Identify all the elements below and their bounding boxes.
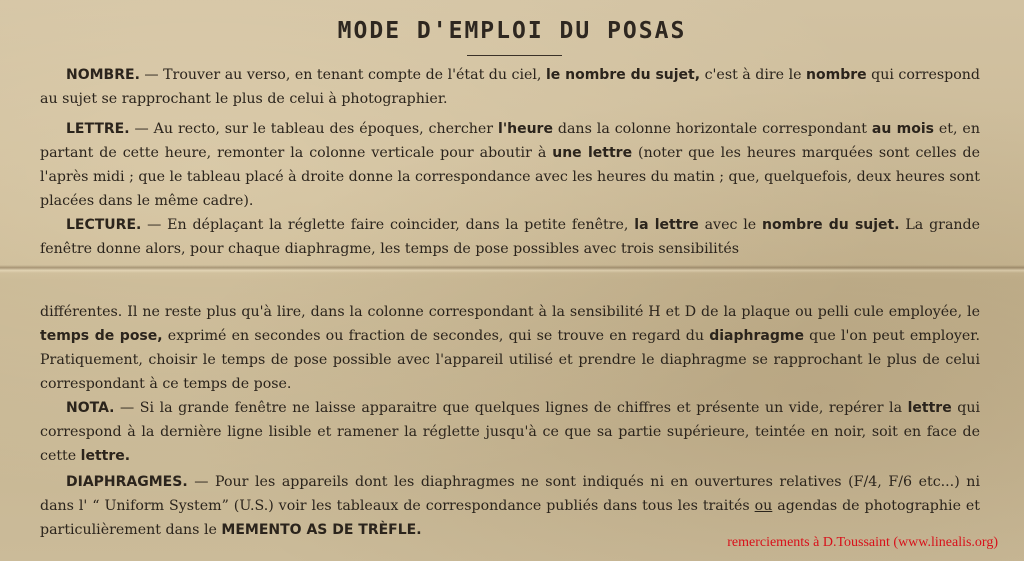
text: — Trouver au verso, en tenant compte de l'état du ciel, [139, 67, 546, 83]
underlined-word: ou [754, 498, 773, 514]
paragraph-nombre [40, 63, 980, 111]
keyword: la lettre [634, 217, 699, 233]
text: c'est à dire le [700, 67, 807, 83]
heading-lecture: LECTURE. [66, 217, 142, 233]
keyword: temps de pose, [40, 328, 163, 344]
text: dans la colonne horizontale correspondant [552, 121, 872, 137]
keyword: diaphragme [709, 328, 804, 344]
text: avec le [698, 217, 762, 233]
lower-text-block [40, 300, 980, 542]
title-underline [467, 55, 562, 56]
paragraph-lecture-cont [40, 300, 980, 396]
keyword: nombre [806, 67, 867, 83]
keyword: lettre [907, 400, 952, 416]
text: — Au recto, sur le tableau des époques, chercher [129, 121, 499, 137]
text: (noter que les heures marquées sont celles de l'après midi ; que le tableau placé à droite donne la correspondance avec les heures du matin ; que, quelquefois, deux heures sont placées dans le même cadre). [40, 145, 980, 209]
paragraph-lettre [40, 117, 980, 213]
paragraph-diaphragmes [40, 470, 980, 542]
page-title: MODE D'EMPLOI DU POSAS [337, 18, 687, 44]
heading-nombre: NOMBRE. [66, 67, 140, 83]
keyword: au mois [871, 121, 934, 137]
text: — En déplaçant la réglette faire coincider, dans la petite fenêtre, [141, 217, 635, 233]
credit-line: remerciements à D.Toussaint (www.linealis.org) [727, 535, 998, 550]
keyword: nombre du sujet. [762, 217, 900, 233]
text: exprimé en secondes ou fraction de secondes, qui se trouve en regard du [162, 328, 710, 344]
text: différentes. Il ne reste plus qu'à lire, dans la colonne correspondant à la sensibilité H et D de la plaque ou pelli cule employée, le [40, 304, 980, 320]
text: qui correspond à la dernière ligne lisible et ramener la réglette jusqu'à ce que sa partie supérieure, teintée en noir, soit en face de cette [40, 400, 980, 464]
keyword: lettre. [80, 448, 131, 464]
heading-diaphragmes: DIAPHRAGMES. [66, 474, 188, 490]
heading-nota: NOTA. [66, 400, 115, 416]
text: La grande fenêtre donne alors, pour chaque diaphragme, les temps de pose possibles avec trois sensibilités [40, 217, 981, 257]
heading-lettre: LETTRE. [66, 121, 130, 137]
keyword: l'heure [498, 121, 553, 137]
keyword: le nombre du sujet, [545, 67, 701, 83]
keyword: MEMENTO AS DE TRÈFLE. [221, 522, 422, 538]
text: et, en partant de cette heure, remonter la colonne verticale pour aboutir à [40, 121, 980, 161]
upper-text-block [40, 63, 980, 261]
keyword: une lettre [552, 145, 633, 161]
text: — Pour les appareils dont les diaphragmes ne sont indiqués ni en ouvertures relatives (F/4, F/6 etc...) ni dans l' “ Uniform System” (U.S.) voir les tableaux de correspondance publiés dans tous les traités [40, 474, 980, 514]
text: que l'on peut employer. Pratiquement, choisir le temps de pose possible avec l'appareil utilisé et prendre le diaphragme se rapprochant le plus de celui correspondant à ce temps de pose. [40, 328, 981, 392]
text: agendas de photographie et particulièrement dans le [40, 498, 980, 538]
paper-fold [0, 265, 1024, 273]
paragraph-nota [40, 396, 980, 468]
paragraph-lecture [40, 213, 980, 261]
text: — Si la grande fenêtre ne laisse apparaitre que quelques lignes de chiffres et présente un vide, repérer la [114, 400, 908, 416]
text: qui correspond au sujet se rapprochant le plus de celui à photographier. [40, 67, 980, 107]
